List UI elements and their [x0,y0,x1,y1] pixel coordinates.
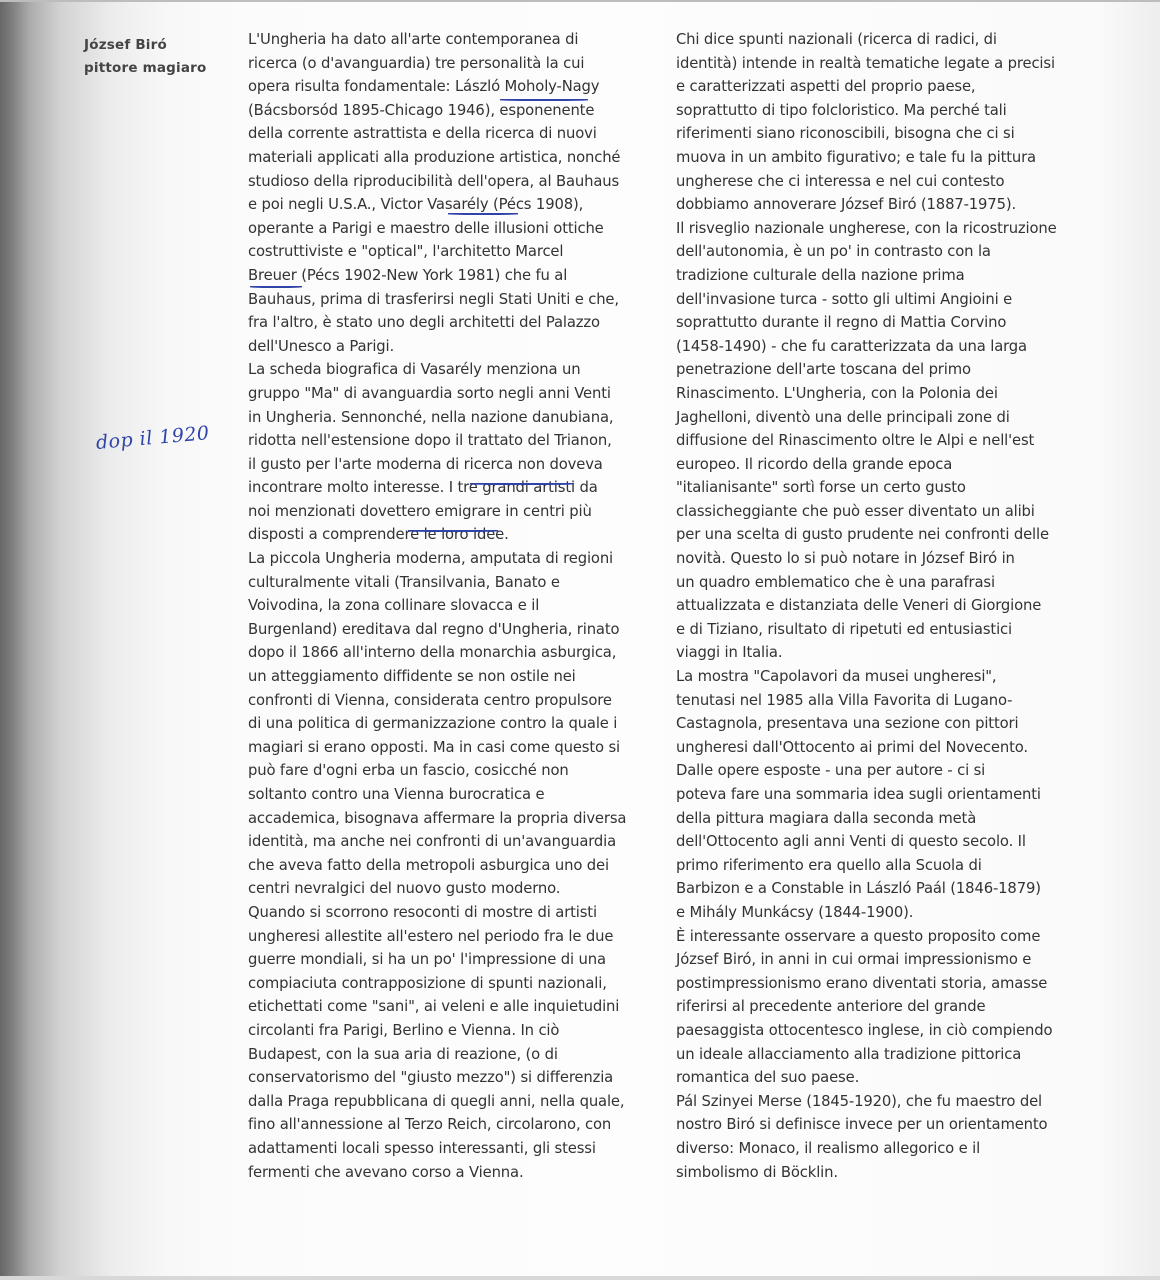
right-column-line: postimpressionismo erano diventati storia, amasse [676,974,1048,992]
left-column-line: fermenti che avevano corso a Vienna. [248,1163,524,1181]
right-column-line: classicheggiante che può esser diventato un alibi [676,502,1035,520]
right-column-line: diverso: Monaco, il realismo allegorico e il [676,1139,981,1157]
right-column-line: e Mihály Munkácsy (1844-1900). [676,903,914,921]
right-column-line: (1458-1490) - che fu caratterizzata da una larga [676,337,1027,355]
left-column-line: Bauhaus, prima di trasferirsi negli Stati Uniti e che, [248,290,619,308]
right-column-line: e di Tiziano, risultato di ripetuti ed entusiastici [676,620,1012,638]
left-column-line: etichettati come "sani", ai veleni e alle inquietudini [248,998,620,1016]
left-column-line: magiari si erano opposti. Ma in casi come questo si [248,738,620,756]
left-column-line: materiali applicati alla produzione artistica, nonché [248,148,621,166]
right-column-line: paesaggista ottocentesco inglese, in ciò compiendo [676,1021,1053,1039]
right-column-line: nostro Biró si definisce invece per un orientamento [676,1116,1048,1134]
right-column-line: soprattutto durante il regno di Mattia Corvino [676,314,1007,332]
left-column-line: disposti a comprendere le loro idee. [248,526,509,544]
left-column-line: centri nevralgici del nuovo gusto moderno. [248,880,561,898]
right-column-line: ungherese che ci interessa e nel cui contesto [676,172,1005,190]
right-column-line: e caratterizzati aspetti del proprio paese, [676,78,976,96]
right-column-line: Dalle opere esposte - una per autore - ci si [676,762,986,780]
left-column-line: può fare d'ogni erba un fascio, cosicché non [248,762,569,780]
right-column-line: dell'invasione turca - sotto gli ultimi Angioini e [676,290,1013,308]
left-column-line: culturalmente vitali (Transilvania, Banato e [248,573,560,591]
left-column-line: e poi negli U.S.A., Victor Vasarély (Pécs 1908), [248,196,584,214]
right-column-line: romantica del suo paese. [676,1069,860,1087]
handwritten-annotation: dop il 1920 [95,422,211,454]
left-column-line: che aveva fatto della metropoli asburgica uno dei [248,856,609,874]
pen-underline [500,99,588,101]
left-column-line: conservatorismo del "giusto mezzo") si differenzia [248,1069,614,1087]
right-column-line: riferimenti siano riconoscibili, bisogna che ci si [676,125,1015,143]
right-column-line: Jaghelloni, diventò una delle principali zone di [676,408,1010,426]
pen-underline [250,286,302,288]
left-column-line: ricerca (o d'avanguardia) tre personalità la cui [248,54,585,72]
left-column-line: studioso della riproducibilità dell'opera, al Bauhaus [248,172,620,190]
right-column-line: Pál Szinyei Merse (1845-1920), che fu maestro del [676,1092,1043,1110]
left-column-line: il gusto per l'arte moderna di ricerca non doveva [248,455,603,473]
right-column-line: diffusione del Rinascimento oltre le Alpi e nell'est [676,432,1035,450]
page-edge-shadow [0,0,30,1280]
article-title [84,34,244,80]
right-column-line: dell'Ottocento agli anni Venti di questo secolo. Il [676,833,1026,851]
top-edge [0,0,1160,2]
left-column-line: dalla Praga repubblicana di quegli anni, nella quale, [248,1092,625,1110]
pen-underline [470,483,574,485]
left-column-line: circolanti fra Parigi, Berlino e Vienna. In ciò [248,1021,560,1039]
left-column-line: adattamenti locali spesso interessanti, gli stessi [248,1139,596,1157]
right-column-line: attualizzata e distanziata delle Veneri di Giorgione [676,597,1042,615]
right-column-line: ungheresi dall'Ottocento ai primi del Novecento. [676,738,1028,756]
left-column-line: fra l'altro, è stato uno degli architetti del Palazzo [248,314,600,332]
left-column-line: soltanto contro una Vienna burocratica e [248,786,545,803]
left-column-line: ungheresi allestite all'estero nel periodo fra le due [248,927,614,945]
left-column-line: di una politica di germanizzazione contro la quale i [248,715,618,733]
right-column-line: un quadro emblematico che è una parafrasi [676,573,995,591]
bottom-edge [0,1276,1160,1280]
left-column-line: un atteggiamento diffidente se non ostile nei [248,668,576,686]
left-column-line: costruttiviste e "optical", l'architetto Marcel [248,243,564,261]
left-column-line: Voivodina, la zona collinare slovacca e il [248,597,540,615]
right-column-line: dobbiamo annoverare József Biró (1887-1975). [676,196,1017,214]
left-column-line: della corrente astrattista e della ricerca di nuovi [248,125,597,143]
right-column-line: identità) intende in realtà tematiche legate a precisi [676,54,1055,72]
left-column-line: in Ungheria. Sennonché, nella nazione danubiana, [248,408,614,426]
right-column-line: tenutasi nel 1985 alla Villa Favorita di Lugano- [676,691,1013,709]
right-column-line: Il risveglio nazionale ungherese, con la ricostruzione [676,219,1057,237]
left-column-line: (Bácsborsód 1895-Chicago 1946), esponenente [248,101,595,119]
right-column-line: viaggi in Italia. [676,644,783,662]
left-column-line: operante a Parigi e maestro delle illusioni ottiche [248,219,604,237]
left-column-line: ridotta nell'estensione dopo il trattato del Trianon, [248,432,612,450]
right-column-line: primo riferimento era quello alla Scuola di [676,856,982,874]
right-column-line: soprattutto di tipo folcloristico. Ma perché tali [676,101,1007,119]
right-column-line: riferirsi al precedente anteriore del grande [676,998,986,1016]
left-column-line: guerre mondiali, si ha un po' l'impressione di una [248,951,606,969]
pen-underline [408,530,498,532]
left-column-line: Budapest, con la sua aria di reazione, (o di [248,1045,558,1063]
pen-underline [448,213,518,215]
left-column-line: dopo il 1866 all'interno della monarchia asburgica, [248,644,617,662]
left-column-line: La piccola Ungheria moderna, amputata di regioni [248,550,614,568]
left-column-line: fino all'annessione al Terzo Reich, circolarono, con [248,1116,612,1134]
right-column-line: penetrazione dell'arte toscana del primo [676,361,971,379]
right-text-column [676,28,1088,1184]
left-column-line: La scheda biografica di Vasarély menziona un [248,361,581,379]
right-column-line: Barbizon e a Constable in László Paál (1846-1879) [676,880,1041,898]
right-column-line: "italianisante" sortì forse un certo gusto [676,479,966,497]
left-column-line: opera risulta fondamentale: László Moholy-Nagy [248,78,600,96]
title-line-author: József Biró [84,37,167,53]
left-column-line: Breuer (Pécs 1902-New York 1981) che fu al [248,266,568,284]
left-column-line: Quando si scorrono resoconti di mostre di artisti [248,903,597,921]
right-column-line: della pittura magiara dalla seconda metà [676,809,977,827]
right-column-line: simbolismo di Böcklin. [676,1163,838,1181]
right-column-line: József Biró, in anni in cui ormai impressionismo e [676,951,1032,969]
left-text-column [248,28,668,1184]
right-column-line: È interessante osservare a questo proposito come [676,927,1041,945]
title-line-subtitle: pittore magiaro [84,60,207,76]
right-column-line: Castagnola, presentava una sezione con pittori [676,715,1019,733]
left-column-line: accademica, bisognava affermare la propria diversa [248,809,627,827]
right-column-line: tradizione culturale della nazione prima [676,266,965,284]
left-column-line: incontrare molto interesse. I tre grandi artisti da [248,479,598,497]
right-column-line: novità. Questo lo si può notare in József Biró in [676,550,1015,568]
right-column-line: europeo. Il ricordo della grande epoca [676,455,953,473]
left-column-line: identità, ma anche nei confronti di un'avanguardia [248,833,617,851]
right-column-line: un ideale allacciamento alla tradizione pittorica [676,1045,1022,1063]
left-column-line: noi menzionati dovettero emigrare in centri più [248,502,592,520]
right-column-line: per una scelta di gusto prudente nei confronti delle [676,526,1049,544]
right-column-line: poteva fare una sommaria idea sugli orientamenti [676,786,1041,803]
right-column-line: dell'autonomia, è un po' in contrasto con la [676,243,991,261]
left-column-line: compiaciuta contrapposizione di spunti nazionali, [248,974,607,992]
left-column-line: gruppo "Ma" di avanguardia sorto negli anni Venti [248,384,611,402]
right-column-line: muova in un ambito figurativo; e tale fu la pittura [676,148,1036,166]
right-column-line: Rinascimento. L'Ungheria, con la Polonia dei [676,384,998,402]
left-column-line: dell'Unesco a Parigi. [248,337,395,355]
left-column-line: confronti di Vienna, considerata centro propulsore [248,691,612,709]
right-column-line: La mostra "Capolavori da musei ungheresi", [676,668,997,686]
right-column-line: Chi dice spunti nazionali (ricerca di radici, di [676,31,997,48]
left-column-line: Burgenland) ereditava dal regno d'Ungheria, rinato [248,620,620,638]
left-column-line: L'Ungheria ha dato all'arte contemporanea di [248,31,579,48]
